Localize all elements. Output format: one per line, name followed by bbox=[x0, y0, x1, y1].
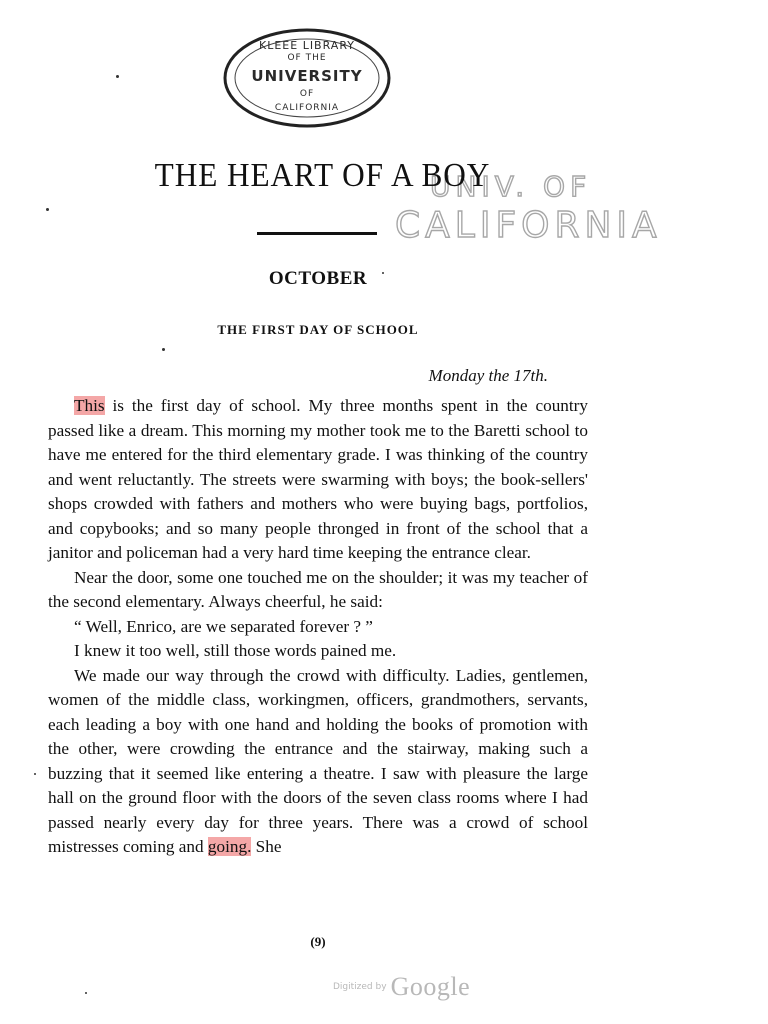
dateline: Monday the 17th. bbox=[428, 366, 548, 385]
paragraph-3: “ Well, Enrico, are we separated forever ? ” bbox=[74, 616, 373, 636]
perforation-line-2: CALIFORNIA bbox=[395, 205, 662, 246]
title-rule bbox=[257, 232, 377, 235]
library-stamp bbox=[222, 27, 392, 129]
scan-speck bbox=[162, 348, 165, 351]
chapter-title: OCTOBER bbox=[268, 268, 368, 289]
paragraph-1 bbox=[48, 394, 588, 566]
body-text bbox=[48, 394, 588, 860]
stamp-line-4: OF bbox=[299, 89, 315, 99]
paragraph-1-text: is the first day of school. My three months spent in the country passed like a dream. This morning my mother took me to the Baretti school to have me entered for the third elementary grade. I was thinking of the country and went reluctantly. The streets were swarming with boys; the book-sellers' shops crowded with fathers and mothers who were buying bags, portfolios, and copybooks; and so many people thronged in front of the school that a janitor and policeman had a very hard time keeping the entrance clear. bbox=[48, 396, 588, 562]
digitized-watermark bbox=[333, 972, 470, 1002]
paragraph-2: Near the door, some one touched me on the shoulder; it was my teacher of the second elementary. Always cheerful, he said: bbox=[48, 567, 588, 611]
paragraph-5 bbox=[48, 664, 588, 860]
scan-speck bbox=[116, 75, 119, 78]
scan-speck bbox=[382, 272, 384, 274]
paragraph-5-text: We made our way through the crowd with difficulty. Ladies, gentlemen, women of the middle class, workingmen, officers, grandmothers, servants, each leading a boy with one hand and holding the books of promotion with the other, were crowding the entrance and the stairway, making such a buzzing that it seemed like entering a theatre. I saw with pleasure the large hall on the ground floor with the doors of the seven class rooms where I had passed nearly every day for three years. There was a crowd of school mistresses coming and bbox=[48, 665, 588, 856]
scan-speck bbox=[85, 992, 87, 994]
watermark-prefix: Digitized by bbox=[333, 982, 387, 992]
stamp-line-5: CALIFORNIA bbox=[274, 103, 340, 113]
stamp-line-3: UNIVERSITY bbox=[251, 67, 363, 85]
scan-speck bbox=[46, 208, 49, 211]
stamp-line-1: KLEEE LIBRARY bbox=[259, 39, 355, 52]
section-title: THE FIRST DAY OF SCHOOL bbox=[217, 322, 419, 337]
paragraph-4: I knew it too well, still those words pained me. bbox=[74, 641, 397, 660]
highlight-this: This bbox=[74, 396, 105, 415]
page-number: (9) bbox=[310, 934, 326, 949]
stamp-line-2: OF THE bbox=[287, 53, 327, 63]
scan-speck bbox=[34, 773, 36, 775]
book-title: THE HEART OF A BOY bbox=[154, 157, 491, 194]
highlight-going: going. bbox=[207, 837, 252, 856]
perforation-line-1: UNIV. OF bbox=[430, 170, 592, 203]
paragraph-5-end: She bbox=[251, 837, 282, 856]
google-logo: Google bbox=[390, 972, 471, 1001]
